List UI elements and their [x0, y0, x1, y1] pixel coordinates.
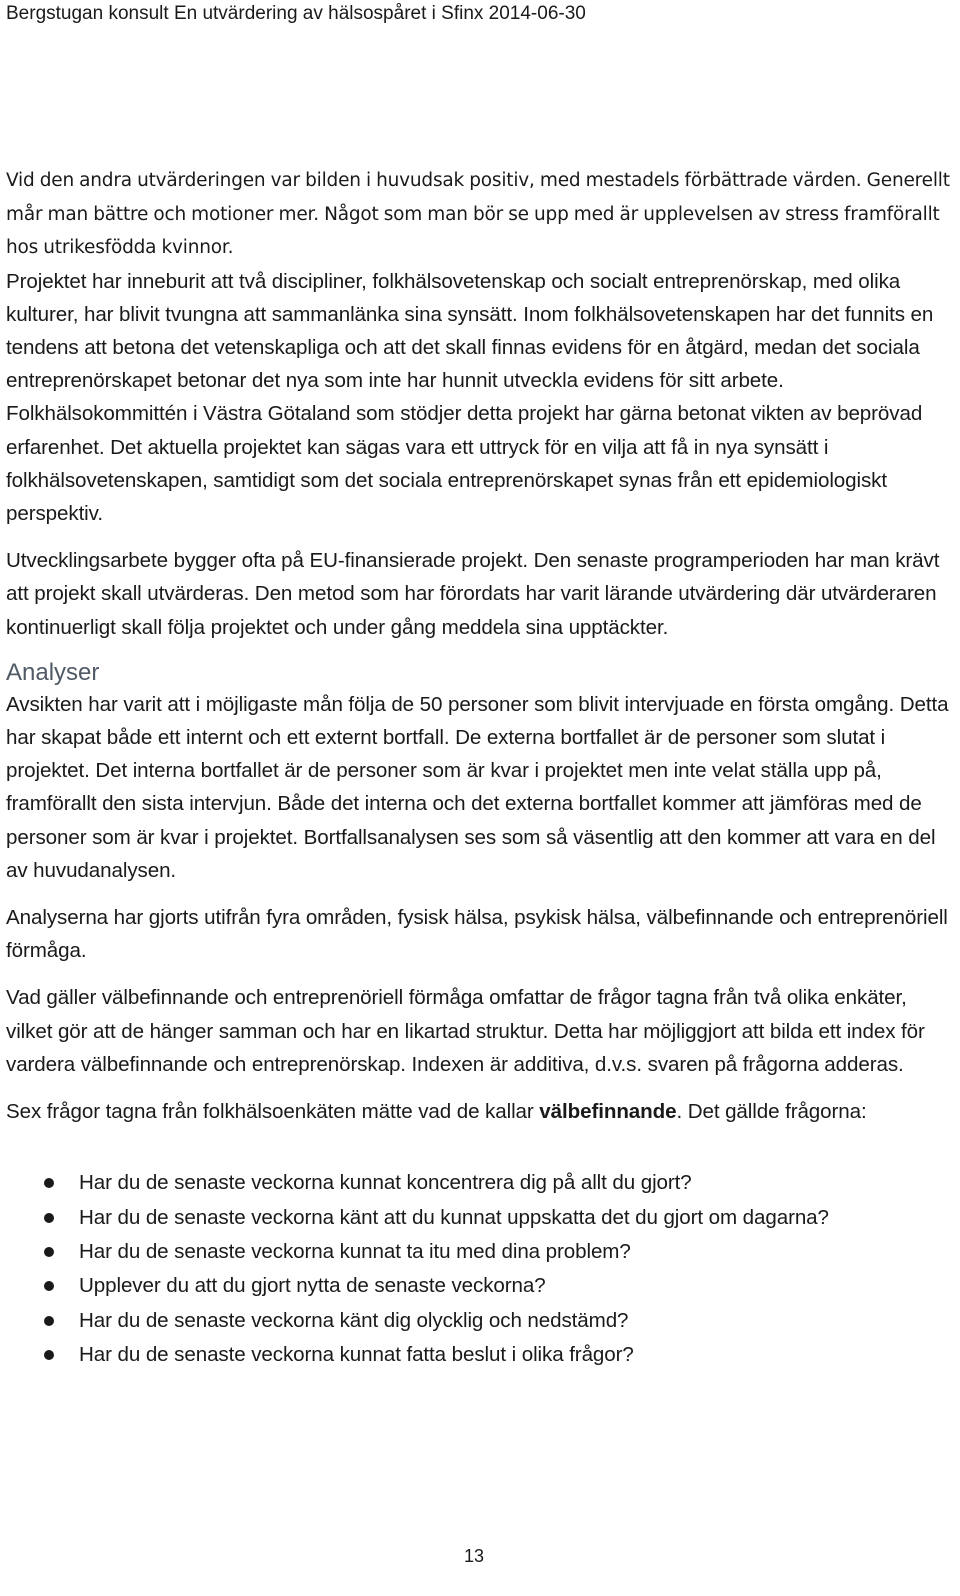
wellbeing-text-start: Sex frågor tagna från folkhälsoenkäten mätte vad de kallar — [6, 1099, 540, 1123]
question-list — [6, 1166, 952, 1372]
areas-paragraph: Analyserna har gjorts utifrån fyra områden, fysisk hälsa, psykisk hälsa, välbefinnande och entreprenöriell förmåga. — [6, 905, 948, 963]
question-text: Upplever du att du gjort nytta de senaste veckorna? — [79, 1274, 546, 1298]
list-item — [6, 1338, 952, 1372]
bullet-icon — [44, 1350, 54, 1360]
development-paragraph: Utvecklingsarbete bygger ofta på EU-finansierade projekt. Den senaste programperioden har man krävt att projekt skall utvärderas. Den metod som har förordats har varit lärande utvärdering där utvärderaren kontinuerligt skall följa projektet och under gång meddela sina upptäckter. — [6, 549, 940, 639]
bullet-icon — [44, 1316, 54, 1326]
wellbeing-text-end: . Det gällde frågorna: — [676, 1099, 867, 1123]
page-header: Bergstugan konsult En utvärdering av hälsospåret i Sfinx 2014-06-30 — [6, 3, 586, 24]
question-text: Har du de senaste veckorna känt dig olycklig och nedstämd? — [79, 1308, 629, 1332]
question-text: Har du de senaste veckorna kunnat koncentrera dig på allt du gjort? — [79, 1171, 692, 1195]
list-item — [6, 1166, 952, 1200]
index-paragraph: Vad gäller välbefinnande och entreprenöriell förmåga omfattar de frågor tagna från två olika enkäter, vilket gör att de hänger samman och har en likartad struktur. Detta har möjliggjort att bilda ett index för vardera välbefinnande och entreprenörskap. Indexen är additiva, d.v.s. svaren på frågorna adderas. — [6, 986, 925, 1076]
question-text: Har du de senaste veckorna kunnat fatta beslut i olika frågor? — [79, 1343, 634, 1367]
question-text: Har du de senaste veckorna känt att du kunnat uppskatta det du gjort om dagarna? — [79, 1205, 829, 1229]
page-number: 13 — [463, 1546, 485, 1566]
bullet-icon — [44, 1247, 54, 1257]
dropout-paragraph: Avsikten har varit att i möjligaste mån följa de 50 personer som blivit intervjuade en första omgång. Detta har skapat både ett internt och ett externt bortfall. De externa bortfallet är de personer som slutat i projektet. Det interna bortfallet är de personer som är kvar i projektet men inte velat ställa upp på, framförallt den sista intervjun. Både det interna och det externa bortfallet kommer att jämföras med de personer som är kvar i projektet. Bortfallsanalysen ses som så väsentlig att den kommer att vara en del av huvudanalysen. — [6, 692, 949, 882]
list-item — [6, 1201, 952, 1235]
wellbeing-term: välbefinnande — [539, 1099, 677, 1123]
section-heading: Analyser — [6, 658, 100, 686]
list-item — [6, 1304, 952, 1338]
bullet-icon — [44, 1281, 54, 1291]
disciplines-paragraph: Projektet har inneburit att två discipliner, folkhälsovetenskap och socialt entreprenörskap, med olika kulturer, har blivit tvungna att sammanlänka sina synsätt. Inom folkhälsovetenskapen har det funnits en tendens att betona det vetenskapliga och att det skall finnas evidens för en åtgärd, medan det sociala entreprenörskapet betonar det nya som inte har hunnit utveckla evidens för sitt arbete. Folkhälsokommittén i Västra Götaland som stödjer detta projekt har gärna betonat vikten av beprövad erfarenhet. Det aktuella projektet kan sägas vara ett uttryck för en vilja att få in nya synsätt i folkhälsovetenskapen, samtidigt som det sociala entreprenörskapet synas från ett epidemiologiskt perspektiv. — [6, 269, 934, 525]
page-content — [6, 164, 952, 1373]
intro-paragraph: Vid den andra utvärderingen var bilden i huvudsak positiv, med mestadels förbättrade värden. Generellt mår man bättre och motioner mer. Något som man bör se upp med är upplevelsen av stress framförallt hos utrikesfödda kvinnor. — [6, 170, 950, 258]
list-item — [6, 1235, 952, 1269]
bullet-icon — [44, 1213, 54, 1223]
bullet-icon — [44, 1178, 54, 1188]
wellbeing-paragraph — [6, 1095, 952, 1128]
question-text: Har du de senaste veckorna kunnat ta itu med dina problem? — [79, 1239, 631, 1263]
list-item — [6, 1269, 952, 1303]
